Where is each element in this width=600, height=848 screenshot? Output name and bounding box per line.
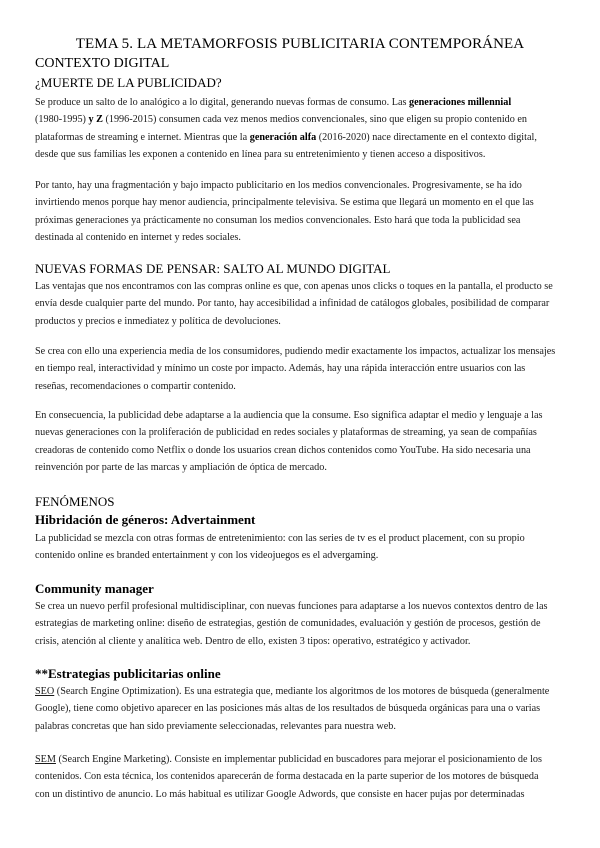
text-line: Por tanto, hay una fragmentación y bajo impacto publicitario en los medios convencionales. Progresivamente, se ha ido (35, 180, 522, 191)
text-line: SEM (Search Engine Marketing). Consiste en implementar publicidad en buscadores para mejorar el posicionamiento de los (35, 754, 542, 765)
text-line: contenidos. Con esta técnica, los contenidos aparecerán de forma destacada en la parte superior de los motores de búsqueda (35, 771, 539, 783)
section-heading-contexto-digital: CONTEXTO DIGITAL (35, 56, 170, 71)
paragraph-consecuencia (35, 407, 565, 476)
paragraph-ventajas (35, 278, 565, 330)
paragraph-generaciones (35, 94, 565, 163)
text-line: (1980-1995) y Z (1996-2015) consumen cada vez menos medios convencionales, sino que eligen su propio contenido en (35, 114, 528, 126)
text-line: En consecuencia, la publicidad debe adaptarse a la audiencia que la consume. Eso significa adaptar el medio y lenguaje a las (35, 410, 543, 421)
paragraph-seo (35, 683, 565, 735)
text-line: Google), tiene como objetivo aparecer en las posiciones más altas de los resultados de búsqueda orgánicas para una o varias (35, 703, 541, 715)
text-line: crisis, atención al cliente y analítica web. Dentro de ello, existen 3 tipos: operativo, estratégico y activador. (35, 635, 471, 647)
sem-term: SEM (35, 754, 56, 765)
subheading-estrategias-online: **Estrategias publicitarias online (35, 666, 221, 681)
text-line: productos y precios e inmediatez y política de devoluciones. (35, 315, 281, 327)
section-heading-nuevas-formas: NUEVAS FORMAS DE PENSAR: SALTO AL MUNDO DIGITAL (35, 261, 391, 276)
text-line: SEO (Search Engine Optimization). Es una estrategia que, mediante los algoritmos de los motores de búsqueda (generalmente (35, 686, 550, 697)
text-line: estrategias de marketing online: diseño de estrategias, gestión de comunidades, evaluación y gestión de procesos, gestión de (35, 618, 541, 630)
paragraph-fragmentacion (35, 177, 565, 246)
text-line: Las ventajas que nos encontramos con las compras online es que, con apenas unos clicks o toques en la pantalla, el producto se (35, 281, 553, 292)
text-line: plataformas de streaming e internet. Mientras que la generación alfa (2016-2020) nace directamente en el contexto digital, (35, 131, 537, 143)
text-line: destinada al contenido en internet y redes sociales. (35, 231, 241, 243)
text-line: reinvención por parte de las marcas y ampliación de óptica de mercado. (35, 461, 327, 473)
text-line: La publicidad se mezcla con otras formas de entretenimiento: con las series de tv es el product placement, con su propio (35, 533, 525, 544)
text-line: Se produce un salto de lo analógico a lo digital, generando nuevas formas de consumo. Las generaciones millennial (35, 97, 512, 108)
paragraph-community-manager (35, 598, 565, 650)
paragraph-experiencia (35, 343, 565, 395)
section-heading-fenomenos: FENÓMENOS (35, 494, 115, 509)
text-line: próximas generaciones ya prácticamente no consuman los medios convencionales. Esto hará que toda la publicidad sea (35, 214, 521, 226)
paragraph-sem (35, 751, 565, 803)
text-line: Se crea un nuevo perfil profesional multidisciplinar, con nuevas funciones para adaptarse a los nuevos contextos dentro de las (35, 601, 548, 612)
text-line: palabras concretas que han sido previamente seleccionadas, relevantes para nuestra web. (35, 720, 396, 732)
text-line: con un distintivo de anuncio. Lo más habitual es utilizar Google Adwords, que consiste en hacer pujas por determinadas (35, 788, 525, 800)
text-line: desde que sus familias les exponen a contenido en línea para su entretenimiento y tienen acceso a dispositivos. (35, 148, 486, 160)
text-line: contenido online es branded entertainment y con los videojuegos es el advergaming. (35, 550, 379, 562)
text-line: invirtiendo menos porque hay menor audiencia, principalmente televisiva. Se estima que llegará un momento en el que las (35, 197, 534, 209)
text-line: Se crea con ello una experiencia media de los consumidores, pudiendo medir exactamente los impactos, actualizar los mensajes (35, 346, 556, 357)
section-subheading-muerte-publicidad: ¿MUERTE DE LA PUBLICIDAD? (35, 75, 222, 90)
subheading-community-manager: Community manager (35, 581, 154, 596)
paragraph-advertainment (35, 530, 565, 565)
text-line: envía desde cualquier parte del mundo. Por tanto, hay accesibilidad a infinidad de catálogos globales, posibilidad de comparar (35, 298, 550, 310)
page-title: TEMA 5. LA METAMORFOSIS PUBLICITARIA CONTEMPORÁNEA (75, 36, 525, 52)
subheading-advertainment: Hibridación de géneros: Advertainment (35, 512, 256, 527)
text-line: en tiempo real, interactividad y mínimo un coste por impacto. Además, hay una rápida interacción entre usuarios con las (35, 363, 526, 375)
text-line: nuevas generaciones con la proliferación de publicidad en redes sociales y plataformas de streaming, ya sean de compañías (35, 427, 537, 439)
seo-term: SEO (35, 686, 55, 697)
text-line: creadoras de contenido como Netflix o donde los usuarios crean dichos contenidos como YouTube. Ha sido necesaria una (35, 444, 531, 456)
text-line: reseñas, recomendaciones o compartir contenido. (35, 380, 236, 392)
